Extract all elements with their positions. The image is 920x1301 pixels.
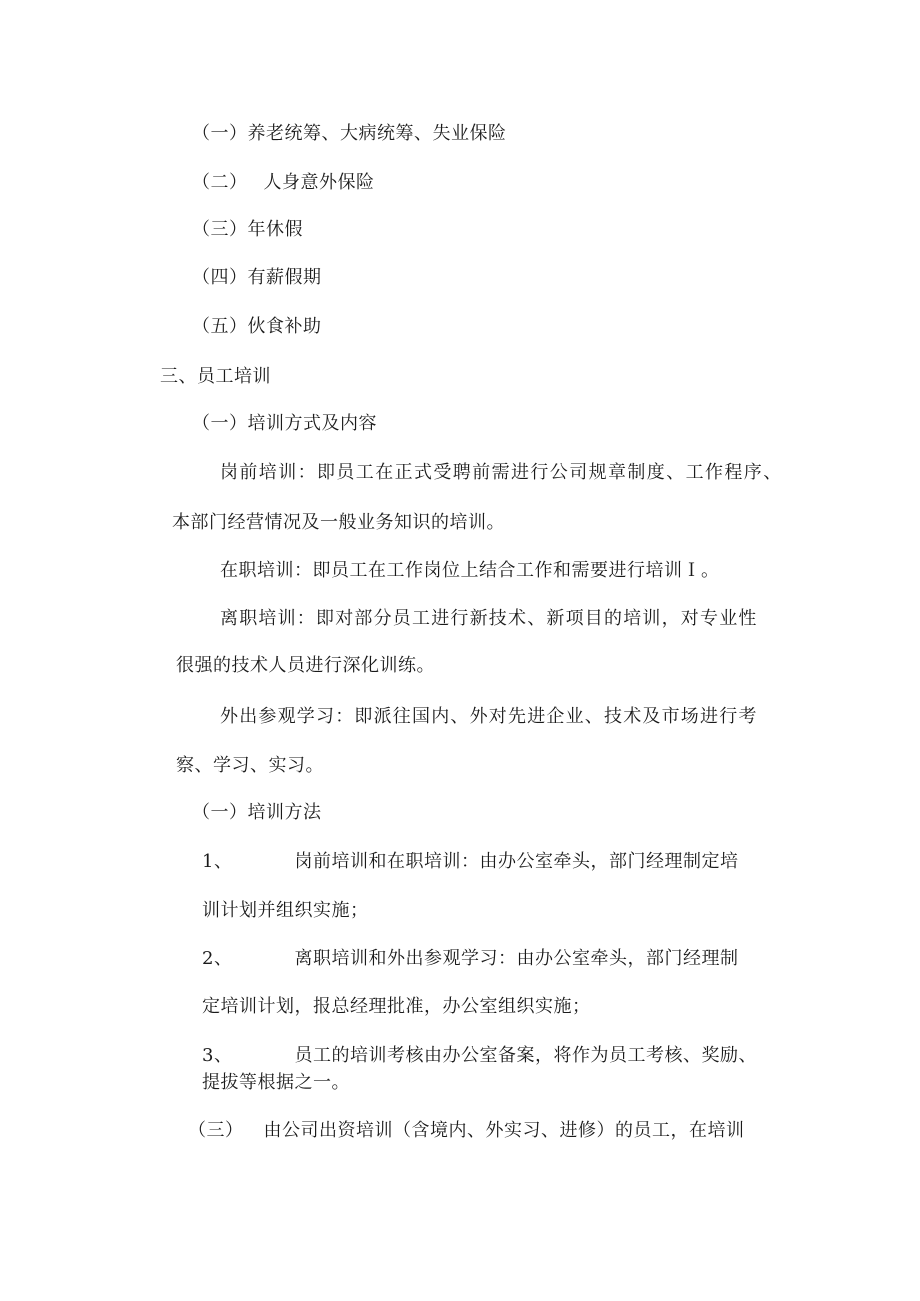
paragraph-off-job-training-cont: 很强的技术人员进行深化训练。 [176,655,435,676]
paragraph-pre-job-training: 岗前培训：即员工在正式受聘前需进行公司规章制度、工作程序、 [220,462,783,483]
method-item-2 [202,950,738,968]
paragraph-off-job-training: 离职培训：即对部分员工进行新技术、新项目的培训，对专业性 [220,608,758,629]
method-item-2-cont: 定培训计划，报总经理批准，办公室组织实施； [202,996,591,1017]
sponsored-training-paragraph [188,1122,745,1140]
benefit-item-2-text: 人身意外保险 [263,172,375,193]
paragraph-pre-job-training-cont: 本部门经营情况及一般业务知识的培训。 [172,512,505,533]
sponsored-training-marker: （三） [188,1120,244,1141]
subheading-training-content: （一）培训方式及内容 [192,413,377,434]
method-item-3-text: 员工的培训考核由办公室备案，将作为员工考核、奖励、 [294,1045,757,1066]
method-item-1-number: 1、 [202,851,233,872]
method-item-3-number: 3、 [202,1045,233,1066]
benefit-item-2 [192,174,375,192]
method-item-3 [202,1047,757,1065]
benefit-item-2-marker: （二） [192,172,248,193]
section-heading-training: 三、员工培训 [160,366,271,387]
sponsored-training-text: 由公司出资培训（含境内、外实习、进修）的员工，在培训 [263,1120,745,1141]
method-item-3-cont: 提拔等根据之一。 [202,1072,350,1093]
paragraph-study-tour: 外出参观学习：即派往国内、外对先进企业、技术及市场进行考 [220,706,758,727]
method-item-2-text: 离职培训和外出参观学习：由办公室牵头，部门经理制 [294,948,739,969]
subheading-training-method: （一）培训方法 [192,802,322,823]
benefit-item-5: （五）伙食补助 [192,316,322,337]
benefit-item-4: （四）有薪假期 [192,267,322,288]
method-item-1 [202,853,738,871]
method-item-1-text: 岗前培训和在职培训：由办公室牵头，部门经理制定培 [294,851,739,872]
benefit-item-1: （一）养老统筹、大病统筹、失业保险 [192,123,507,144]
benefit-item-3: （三）年休假 [192,219,303,240]
paragraph-on-job-training: 在职培训：即员工在工作岗位上结合工作和需要进行培训Ｉ。 [220,560,720,581]
paragraph-study-tour-cont: 察、学习、实习。 [176,755,324,776]
method-item-2-number: 2、 [202,948,233,969]
method-item-1-cont: 训计划并组织实施； [202,900,369,921]
